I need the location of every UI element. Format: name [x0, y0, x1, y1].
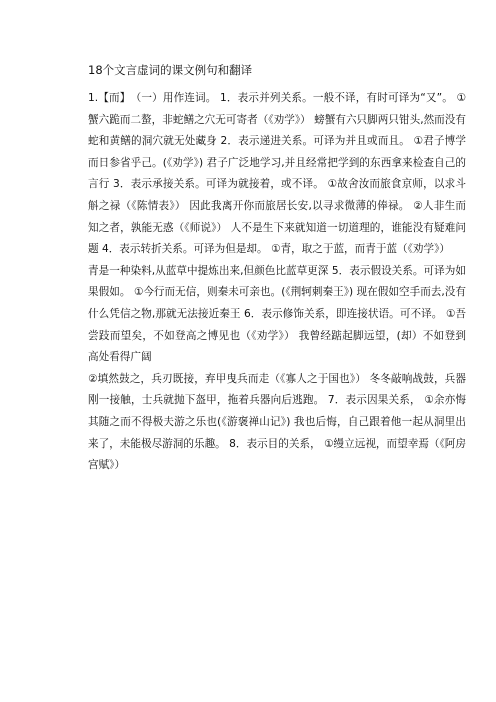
- document-body: [88, 88, 466, 477]
- paragraph-1: 1.【而】 （一）用作连词。 1．表示并列关系。一般不译，有时可译为“又”。 ①蟹六跪而二螯，非蛇鳝之穴无可寄者（《劝学》） 螃蟹有六只脚两只钳头,然而没有蛇和黄鳝的洞穴就无处藏身 2．表示递进关系。可译为并且或而且。 ①君子博学而日参省乎己。(《劝学》) 君子广泛地学习,并且经常把学到的东西拿来检查自己的言行 3．表示承接关系。可译为就接着，或不译。 ①故舍汝而旅食京师，以求斗斛之禄（《陈情表》） 因此我离开你而旅居长安,以寻求微薄的俸禄。 ②人非生而知之者，孰能无惑（《师说》） 人不是生下来就知道一切道理的，谁能没有疑难问题 4．表示转折关系。可译为但是却。 ①青，取之于蓝，而青于蓝（《劝学》）: [88, 92, 466, 256]
- page-title: 18个文言虚词的课文例句和翻译: [88, 63, 253, 77]
- paragraph-3: ②填然鼓之，兵刃既接，弃甲曳兵而走（《寡人之于国也》） 冬冬敲响战鼓，兵器刚一接触，士兵就抛下盔甲，拖着兵器向后逃跑。 7．表示因果关系， ①余亦悔其随之而不得极夫游之乐也(《游褒禅山记》) 我也后悔，自己跟着他一起从洞里出来了，未能极尽游洞的乐趣。 8．表示目的关系， ①缦立远视，而望幸焉（《阿房宫赋》）: [88, 372, 466, 472]
- paragraph-2: 青是一种染料,从蓝草中提炼出来,但颜色比蓝草更深 5．表示假设关系。可译为如果假如。 ①今行而无信，则秦未可亲也。(《荆轲刺秦王》) 现在假如空手而去,没有什么凭信之物,那就无法接近秦王 6．表示修饰关系，即连接状语。可不译。 ①吾尝跂而望矣，不如登高之博见也（《劝学》） 我曾经踮起脚远望，(却）不如登到高处看得广阔: [88, 264, 466, 364]
